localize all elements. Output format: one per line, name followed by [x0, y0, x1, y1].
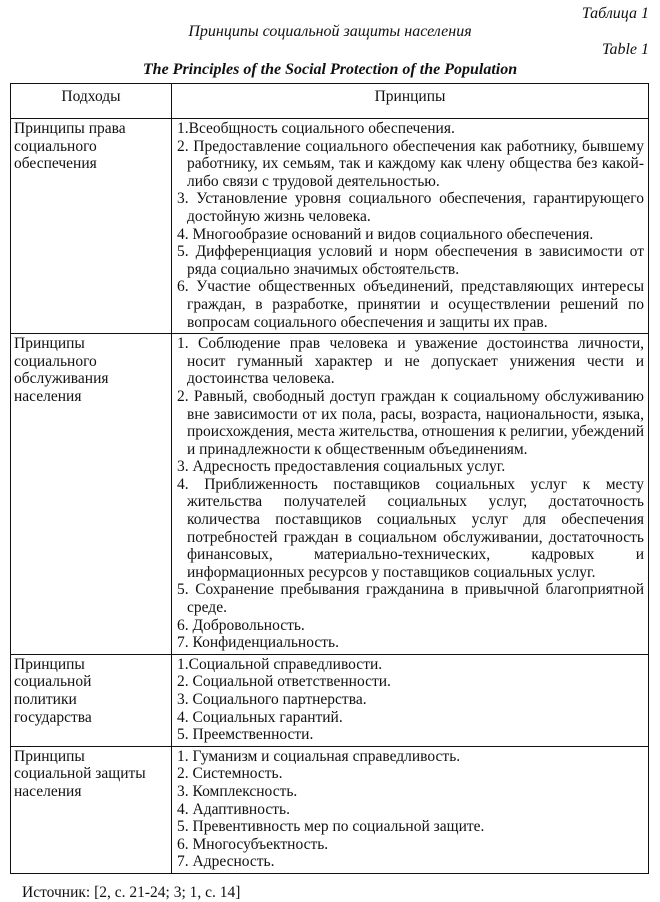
table-label-ru: Таблица 1 — [581, 5, 649, 22]
principle-item: 7. Адресность. — [177, 853, 275, 871]
principle-item: 2. Предоставление социального обеспечения как работнику, бывшему работнику, их семьям, так и каждому как члену общества без какой-либо связи с трудовой деятельностью. — [177, 137, 644, 190]
principle-item: 4. Адаптивность. — [177, 800, 290, 818]
principle-item: 1.Всеобщность социального обеспечения. — [177, 120, 455, 137]
principles-cell — [172, 334, 649, 655]
principle-item: 3. Социального партнерства. — [177, 691, 367, 708]
column-header-approaches: Подходы — [11, 84, 172, 119]
principle-item: 6. Многосубъектность. — [177, 835, 329, 853]
principle-item: 1. Гуманизм и социальная справедливость. — [177, 747, 461, 765]
approach-cell: Принципы права социального обеспечения — [11, 119, 172, 334]
principle-item: 3. Комплексность. — [177, 782, 298, 800]
principle-item: 6. Участие общественных объединений, представляющих интересы граждан, в разработке, принятии и осуществлении решений по вопросам социального обеспечения и защиты их прав. — [177, 278, 644, 331]
principle-item: 4. Социальных гарантий. — [177, 708, 343, 726]
principle-item: 2. Равный, свободный доступ граждан к социальному обслуживанию вне зависимости от их пола, расы, возраста, национальности, языка, происхождения, места жительства, отношения к религии, убеждений и принадлежности к общественным объединениям. — [177, 387, 644, 458]
principle-item: 4. Приближенность поставщиков социальных услуг к месту жительства получателей социальных услуг, достаточность количества поставщиков социальных услуг для обеспечения потребностей граждан в социальном обслуживании, достаточность финансовых, материально-технических, кадровых и информационных ресурсов у поставщиков социальных услуг. — [177, 475, 644, 581]
principles-table — [10, 83, 649, 874]
approach-cell: Принципы социальной защиты населения — [11, 746, 172, 873]
approach-cell: Принципы социального обслуживания населения — [11, 334, 172, 655]
principles-cell — [172, 746, 649, 873]
principle-item: 2. Системность. — [177, 765, 283, 783]
principle-item: 3. Установление уровня социального обеспечения, гарантирующего достойную жизнь человека. — [177, 190, 644, 225]
table-title-en: The Principles of the Social Protection of the Population — [142, 61, 518, 78]
principle-item: 5. Дифференциация условий и норм обеспечения в зависимости от ряда социально значимых обстоятельств. — [177, 243, 644, 278]
principle-item: 2. Социальной ответственности. — [177, 673, 391, 691]
table-row-state-social-policy — [11, 654, 649, 746]
table-title-ru: Принципы социальной защиты населения — [188, 23, 472, 40]
principles-cell — [172, 119, 649, 334]
column-header-principles: Принципы — [172, 84, 649, 119]
table-label-en: Table 1 — [602, 41, 649, 58]
principle-item: 5. Преемственности. — [177, 726, 314, 744]
table-row-social-services — [11, 334, 649, 655]
principle-item: 1.Социальной справедливости. — [177, 655, 383, 673]
principle-item: 3. Адресность предоставления социальных услуг. — [177, 458, 506, 476]
principle-item: 5. Превентивность мер по социальной защите. — [177, 818, 485, 836]
principles-cell — [172, 654, 649, 746]
table-header-row — [11, 84, 649, 119]
table-row-social-protection — [11, 746, 649, 873]
source-note: Источник: [2, с. 21-24; 3; 1, с. 14] — [22, 883, 241, 901]
table-row-social-security-law — [11, 119, 649, 334]
approach-cell: Принципы социальной политики государства — [11, 654, 172, 746]
principle-item: 1. Соблюдение прав человека и уважение достоинства личности, носит гуманный характер и не допускает унижения чести и достоинства человека. — [177, 335, 644, 388]
table-caption-block — [0, 5, 660, 79]
principle-item: 7. Конфиденциальность. — [177, 634, 339, 652]
principle-item: 5. Сохранение пребывания гражданина в привычной благоприятной среде. — [177, 581, 644, 617]
principle-item: 4. Многообразие оснований и видов социального обеспечения. — [177, 225, 594, 243]
principle-item: 6. Добровольность. — [177, 616, 305, 634]
